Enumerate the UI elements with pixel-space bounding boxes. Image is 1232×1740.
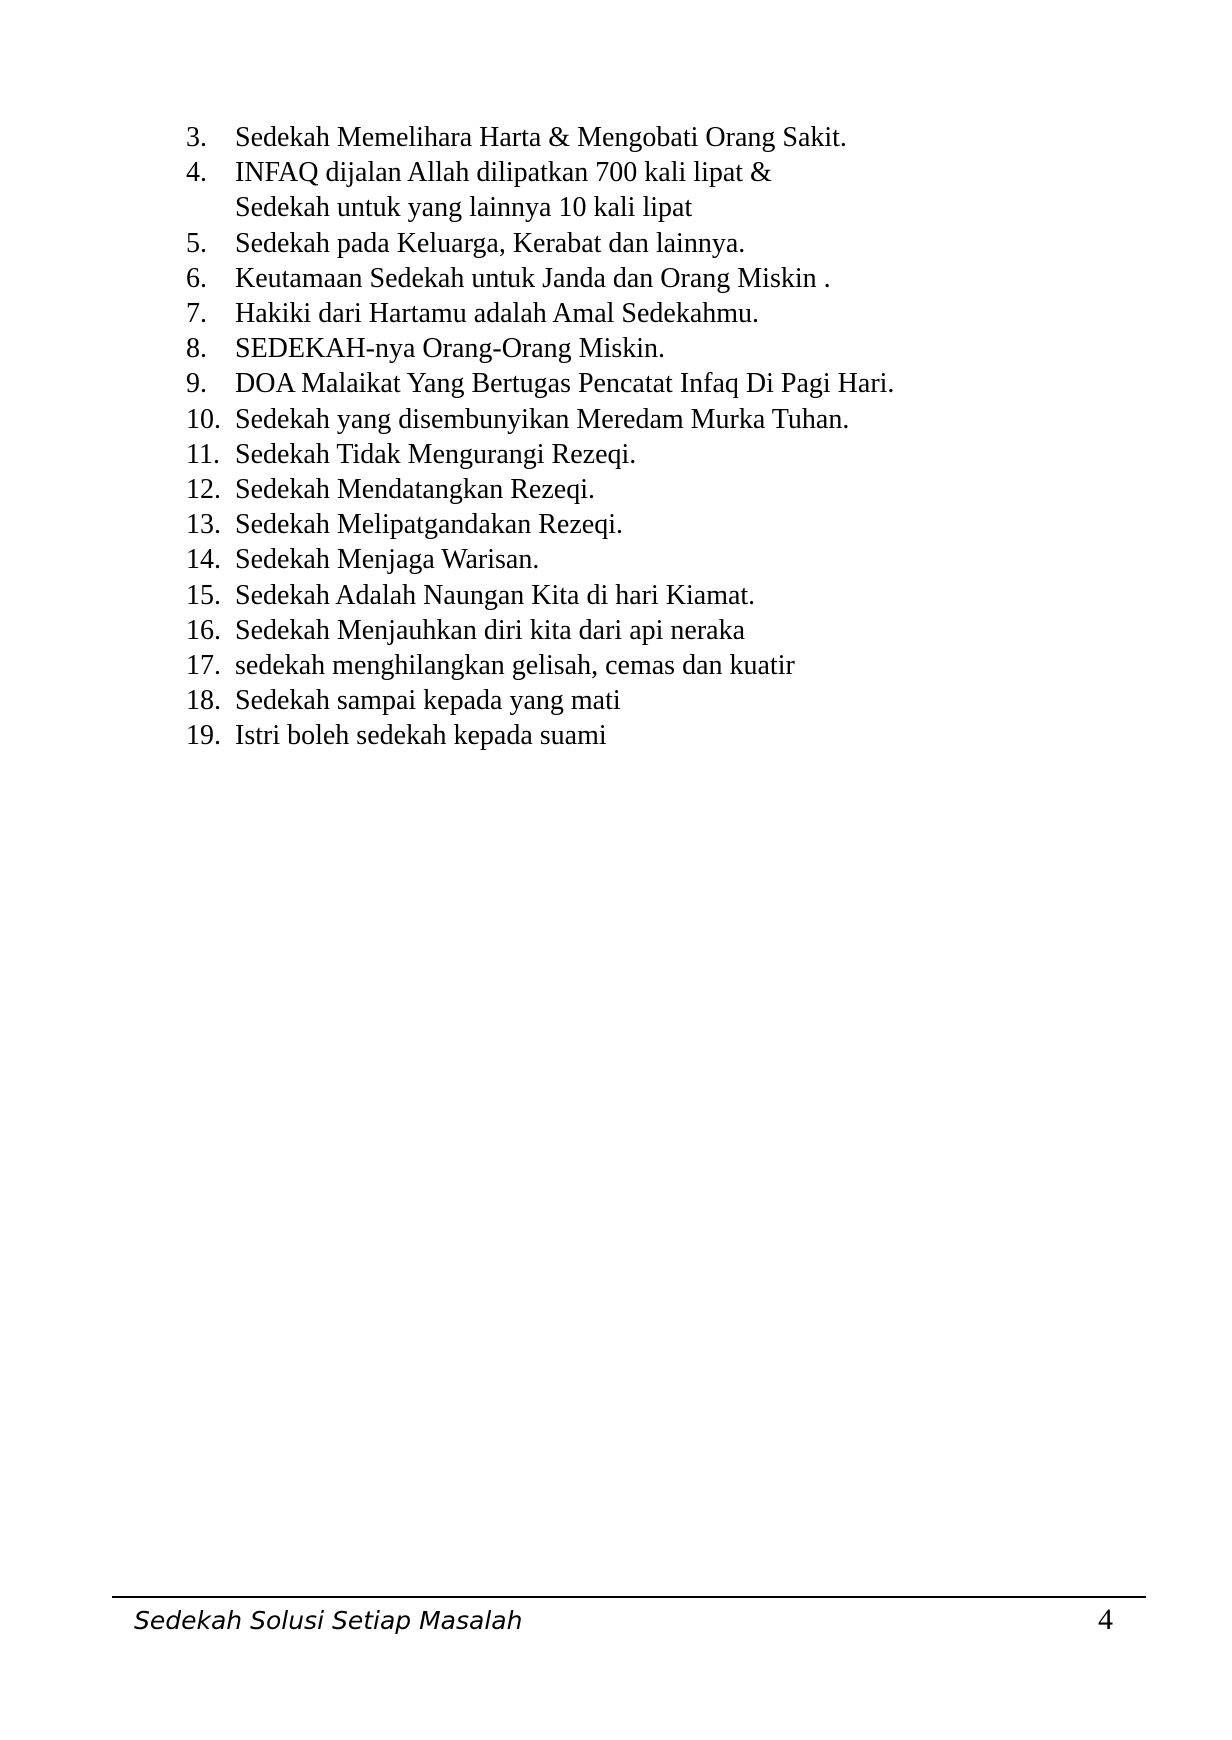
list-item-line: Sedekah Adalah Naungan Kita di hari Kiamat. <box>235 579 756 611</box>
list-item-line: Sedekah Tidak Mengurangi Rezeqi. <box>235 438 637 470</box>
list-item-text <box>235 472 595 507</box>
list-item <box>186 261 1086 296</box>
list-item-text <box>235 578 755 613</box>
list-item-text <box>235 542 539 577</box>
list-item-text <box>235 507 623 542</box>
list-item-text <box>235 683 621 718</box>
list-item <box>186 472 1086 507</box>
list-item <box>186 402 1086 437</box>
list-item <box>186 613 1086 648</box>
list-item-text <box>235 437 636 472</box>
list-item-line: Istri boleh sedekah kepada suami <box>235 720 607 752</box>
list-item <box>186 437 1086 472</box>
list-item-number: 16. <box>186 614 221 646</box>
footer-book-title: Sedekah Solusi Setiap Masalah <box>134 1606 523 1635</box>
list-item-text <box>235 296 759 331</box>
list-item <box>186 366 1086 401</box>
list-item <box>186 648 1086 683</box>
list-item <box>186 331 1086 366</box>
list-item <box>186 683 1086 718</box>
list-item <box>186 578 1086 613</box>
list-item-line: Sedekah Memelihara Harta & Mengobati Orang Sakit. <box>235 122 847 153</box>
list-item-line: Sedekah Mendatangkan Rezeqi. <box>235 474 595 506</box>
list-item-line: Sedekah Melipatgandakan Rezeqi. <box>235 509 623 541</box>
list-item-number: 6. <box>186 262 207 294</box>
list-item-number: 5. <box>186 227 207 259</box>
list-item-line: Sedekah yang disembunyikan Meredam Murka Tuhan. <box>235 403 850 435</box>
list-item-text <box>235 613 745 648</box>
list-item-number: 4. <box>186 157 207 189</box>
list-item-number: 15. <box>186 579 221 611</box>
list-item-text <box>235 331 665 366</box>
list-item-number: 8. <box>186 333 207 365</box>
list-item-line: Keutamaan Sedekah untuk Janda dan Orang Miskin . <box>235 262 831 294</box>
list-item-number: 17. <box>186 650 221 682</box>
list-item <box>186 718 1086 753</box>
list-item <box>186 226 1086 261</box>
list-item-number: 3. <box>186 122 207 153</box>
list-item-text <box>235 366 894 401</box>
list-item-line: SEDEKAH-nya Orang-Orang Miskin. <box>235 333 666 365</box>
sedekah-topic-list <box>186 120 1086 754</box>
list-item-line: Sedekah sampai kepada yang mati <box>235 685 621 717</box>
footer-divider <box>112 1596 1146 1598</box>
list-item-line: Sedekah Menjauhkan diri kita dari api neraka <box>235 614 746 646</box>
list-item-number: 19. <box>186 720 221 752</box>
list-item-number: 13. <box>186 509 221 541</box>
list-item-text <box>235 226 745 261</box>
list-item-line: INFAQ dijalan Allah dilipatkan 700 kali lipat & <box>235 157 772 189</box>
list-item-number: 18. <box>186 685 221 717</box>
list-item-line: sedekah menghilangkan gelisah, cemas dan kuatir <box>235 650 795 682</box>
list-item <box>186 120 1086 155</box>
list-item-line: DOA Malaikat Yang Bertugas Pencatat Infaq Di Pagi Hari. <box>235 368 895 400</box>
list-item-text <box>235 155 772 225</box>
list-item-text <box>235 402 849 437</box>
list-item-line: Sedekah untuk yang lainnya 10 kali lipat <box>235 192 693 224</box>
list-item <box>186 542 1086 577</box>
list-item <box>186 155 1086 225</box>
list-item-number: 10. <box>186 403 221 435</box>
list-item-text <box>235 648 795 683</box>
list-item <box>186 296 1086 331</box>
list-item-text <box>235 718 607 753</box>
list-item-line: Sedekah pada Keluarga, Kerabat dan lainnya. <box>235 227 746 259</box>
list-item-text <box>235 120 847 155</box>
list-item-number: 9. <box>186 368 207 400</box>
page-number: 4 <box>1098 1603 1113 1636</box>
list-item-text <box>235 261 831 296</box>
list-item-number: 11. <box>186 438 220 470</box>
list-item-line: Sedekah Menjaga Warisan. <box>235 544 540 576</box>
list-item-number: 12. <box>186 474 221 506</box>
list-item-line: Hakiki dari Hartamu adalah Amal Sedekahmu. <box>235 298 760 330</box>
list-item <box>186 507 1086 542</box>
list-item-number: 7. <box>186 298 207 330</box>
list-item-number: 14. <box>186 544 221 576</box>
